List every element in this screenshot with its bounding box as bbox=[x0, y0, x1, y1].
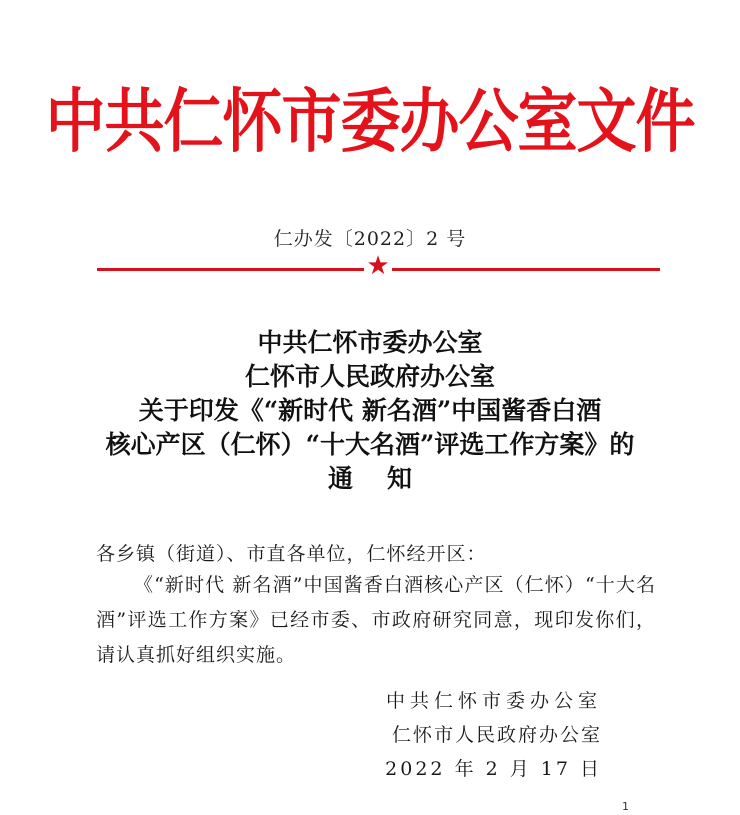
signature-org-2: 仁怀市人民政府办公室 bbox=[391, 724, 602, 746]
star-icon: ★ bbox=[366, 251, 390, 281]
heading-line-subject-2: 核心产区（仁怀）“十大名酒”评选工作方案》的 bbox=[105, 430, 635, 459]
salutation: 各乡镇（街道）、市直各单位，仁怀经开区： bbox=[96, 543, 487, 565]
heading-line-notice: 通知 bbox=[327, 464, 446, 493]
signature-date: 2022 年 2 月 17 日 bbox=[385, 758, 602, 780]
notice-heading bbox=[0, 326, 740, 496]
red-divider-left bbox=[97, 268, 364, 271]
page-number: 1 bbox=[622, 800, 629, 813]
heading-line-issuer-2: 仁怀市人民政府办公室 bbox=[244, 362, 495, 391]
heading-line-subject-1: 关于印发《“新时代 新名酒”中国酱香白酒 bbox=[138, 396, 602, 425]
document-number: 仁办发〔2022〕2 号 bbox=[273, 228, 467, 250]
red-divider-right bbox=[392, 268, 660, 271]
body-paragraph: 《“新时代 新名酒”中国酱香白酒核心产区（仁怀）“十大名酒”评选工作方案》已经市委、市政府研究同意，现印发你们，请认真抓好组织实施。 bbox=[96, 574, 656, 666]
document-header-title: 中共仁怀市委办公室文件 bbox=[45, 81, 695, 163]
signature-org-1: 中共仁怀市委办公室 bbox=[385, 690, 602, 712]
heading-line-issuer-1: 中共仁怀市委办公室 bbox=[257, 328, 483, 357]
